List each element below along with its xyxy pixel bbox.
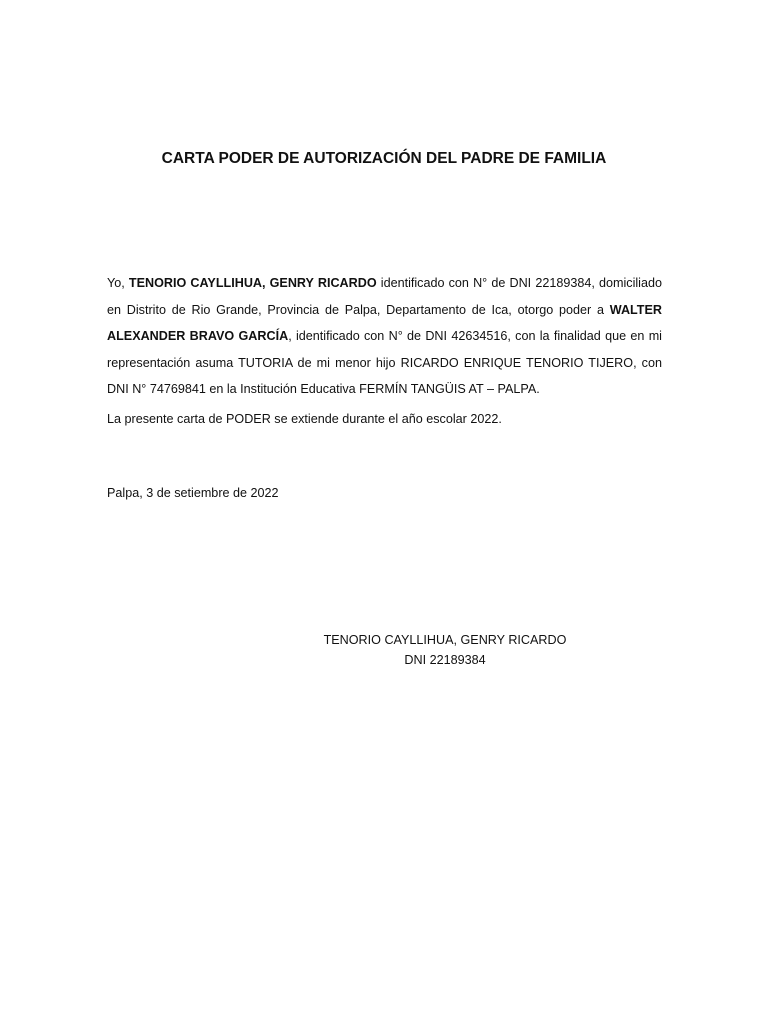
paragraph-1 <box>107 270 662 403</box>
document-title: CARTA PODER DE AUTORIZACIÓN DEL PADRE DE FAMILIA <box>161 150 607 167</box>
paragraph-2: La presente carta de PODER se extiende durante el año escolar 2022. <box>107 412 502 426</box>
grantor-name: TENORIO CAYLLIHUA, GENRY RICARDO <box>128 276 377 290</box>
paragraph-1-text-2: identificado con N° de DNI 22189384, domiciliado en Distrito de Rio Grande, Provincia de Palpa, Departamento de Ica, otorgo poder a <box>107 276 662 317</box>
signature-dni: DNI 22189384 <box>404 653 486 667</box>
authorization-paragraph <box>107 270 662 403</box>
grantee-name: WALTER ALEXANDER BRAVO GARCÍA <box>107 302 662 343</box>
document-date: Palpa, 3 de setiembre de 2022 <box>107 486 279 500</box>
paragraph-1-text-3: , identificado con N° de DNI 42634516, con la finalidad que en mi representación asuma TUTORIA de mi menor hijo RICARDO ENRIQUE TENORIO TIJERO, con DNI N° 74769841 en la Institución Educativa FERMÍN TANGÜIS AT – PALPA. <box>107 329 662 396</box>
signature-name: TENORIO CAYLLIHUA, GENRY RICARDO <box>323 633 567 647</box>
paragraph-1-text-1: Yo, <box>107 276 129 290</box>
signature-block <box>300 630 590 670</box>
